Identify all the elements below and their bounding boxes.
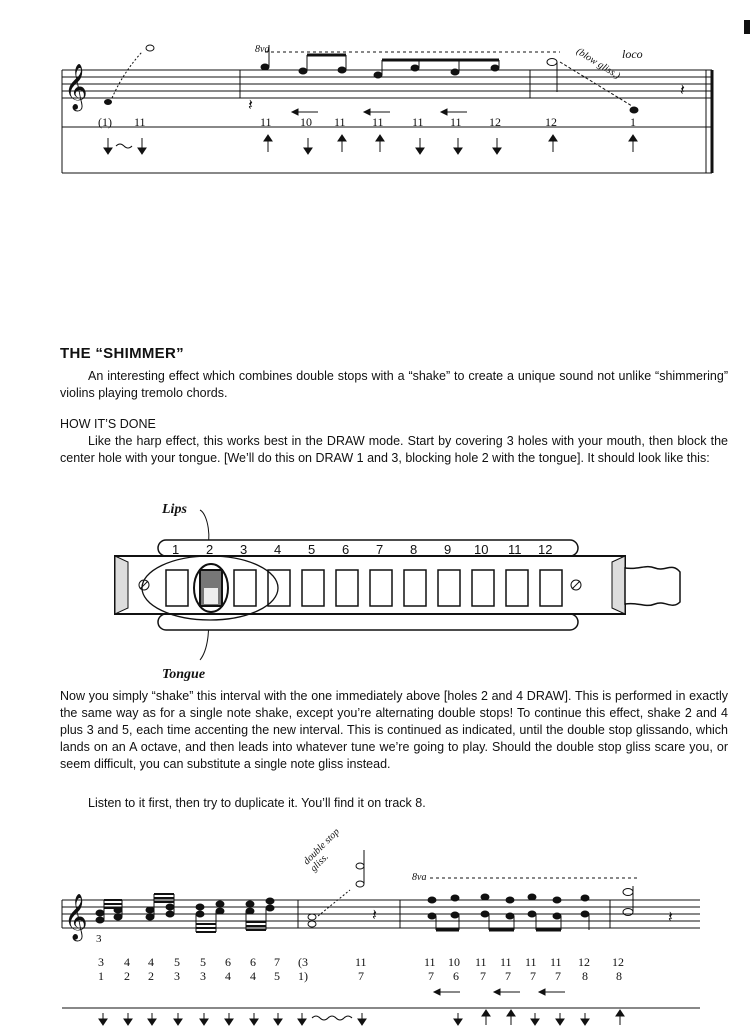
harmonica-diagram (100, 500, 690, 670)
hole-number: 12 (545, 115, 557, 129)
hole-label: 9 (444, 542, 452, 557)
hole-bottom: 4 (250, 969, 256, 983)
hole-top: 6 (225, 955, 231, 969)
hole-label: 10 (474, 542, 489, 557)
svg-text:𝄽: 𝄽 (668, 909, 673, 926)
hole-bottom: 7 (555, 969, 561, 983)
hole-number: 12 (489, 115, 501, 129)
instruction-paragraph: Like the harp effect, this works best in the DRAW mode. Start by covering 3 holes with your mouth, then block the center hole with your tongue. [We’ll do this on DRAW 1 and 3, blocking hole 2 with the tongue]. It should look like this: (60, 434, 728, 465)
hole-top: 11 (355, 955, 367, 969)
hole-top: 10 (448, 955, 460, 969)
double-stop-gliss-label: double stop gliss. (301, 826, 342, 875)
hole-label: 11 (508, 542, 522, 557)
svg-text:𝄽: 𝄽 (248, 97, 253, 114)
hole-number: 1 (630, 115, 636, 129)
hole-bottom: 7 (530, 969, 536, 983)
hole-bottom: 3 (174, 969, 180, 983)
hole-top: 11 (525, 955, 537, 969)
hole-bottom: 3 (200, 969, 206, 983)
hole-top: (3 (298, 955, 308, 969)
hole-top: 7 (274, 955, 280, 969)
hole-number: 11 (412, 115, 424, 129)
hole-number: 11 (260, 115, 272, 129)
hole-number-row (170, 542, 570, 560)
hole-bottom: 2 (124, 969, 130, 983)
hole-top: 4 (148, 955, 154, 969)
treble-clef-icon: 𝄞 (64, 64, 88, 110)
hole-bottom: 8 (582, 969, 588, 983)
hole-label: 8 (410, 542, 418, 557)
hole-bottom: 7 (480, 969, 486, 983)
tongue-label: Tongue (162, 667, 206, 682)
music-staff-bottom (0, 850, 750, 1027)
page-edge-mark (744, 20, 750, 34)
hole-top: 3 (98, 955, 104, 969)
intro-paragraph: An interesting effect which combines double stops with a “shake” to create a unique sound not unlike “shimmering” violins playing tremolo chords. (60, 369, 728, 400)
hole-top: 11 (424, 955, 436, 969)
svg-text:𝄽: 𝄽 (372, 907, 377, 924)
hole-top: 11 (500, 955, 512, 969)
hole-bottom: 1 (98, 969, 104, 983)
hole-bottom: 7 (428, 969, 434, 983)
hole-top: 5 (200, 955, 206, 969)
hole-top: 4 (124, 955, 130, 969)
hole-number: 11 (134, 115, 146, 129)
hole-label: 1 (172, 542, 180, 557)
blow-gliss-label: (blow gliss.) (574, 46, 622, 82)
hole-top: 5 (174, 955, 180, 969)
hole-bottom: 4 (225, 969, 231, 983)
hole-label: 2 (206, 542, 214, 557)
hole-number: 11 (450, 115, 462, 129)
hole-number: 10 (300, 115, 312, 129)
octave-mark: 8va (412, 872, 427, 883)
listen-paragraph: Listen to it first, then try to duplicate it. You’ll find it on track 8. (88, 796, 426, 810)
hole-top: 6 (250, 955, 256, 969)
howto-heading: HOW IT’S DONE (60, 417, 156, 431)
hole-label: 4 (274, 542, 282, 557)
hole-label: 7 (376, 542, 384, 557)
treble-clef-icon: 𝄞 (64, 894, 88, 940)
hole-number-grid (0, 955, 750, 987)
hole-bottom: 7 (358, 969, 364, 983)
svg-text:𝄽: 𝄽 (680, 82, 685, 99)
hole-bottom: 7 (505, 969, 511, 983)
hole-label: 6 (342, 542, 350, 557)
hole-label: 3 (240, 542, 248, 557)
lips-label: Lips (162, 502, 187, 517)
hole-number: 11 (334, 115, 346, 129)
shake-paragraph: Now you simply “shake” this interval with the one immediately above [holes 2 and 4 DRAW]. This is performed in exactly the same way as for a single note shake, except you’re alternating double stops! To continue this effect, shake 2 and 4 plus 3 and 5, each time accenting the new interval. This is continued as indicated, until the double stop glissando, which lands on an A octave, and then leads into whatever tune we’re going to play. Should the double stop gliss scare you, or seem difficult, you can substitute a single note gliss instead. (60, 689, 728, 771)
octave-mark: 8va (255, 44, 270, 55)
hole-label: 5 (308, 542, 316, 557)
hole-bottom: 1) (298, 969, 308, 983)
hole-top: 12 (612, 955, 624, 969)
hole-bottom: 2 (148, 969, 154, 983)
tuplet-label: 3 (96, 933, 102, 945)
hole-top: 11 (475, 955, 487, 969)
hole-label: 12 (538, 542, 553, 557)
hole-number: (1) (98, 115, 112, 129)
loco-label: loco (622, 47, 643, 61)
section-title: THE “SHIMMER” (60, 345, 184, 362)
hole-top: 12 (578, 955, 590, 969)
hole-number: 11 (372, 115, 384, 129)
hole-bottom: 8 (616, 969, 622, 983)
hole-top: 11 (550, 955, 562, 969)
hole-bottom: 5 (274, 969, 280, 983)
hole-bottom: 6 (453, 969, 459, 983)
